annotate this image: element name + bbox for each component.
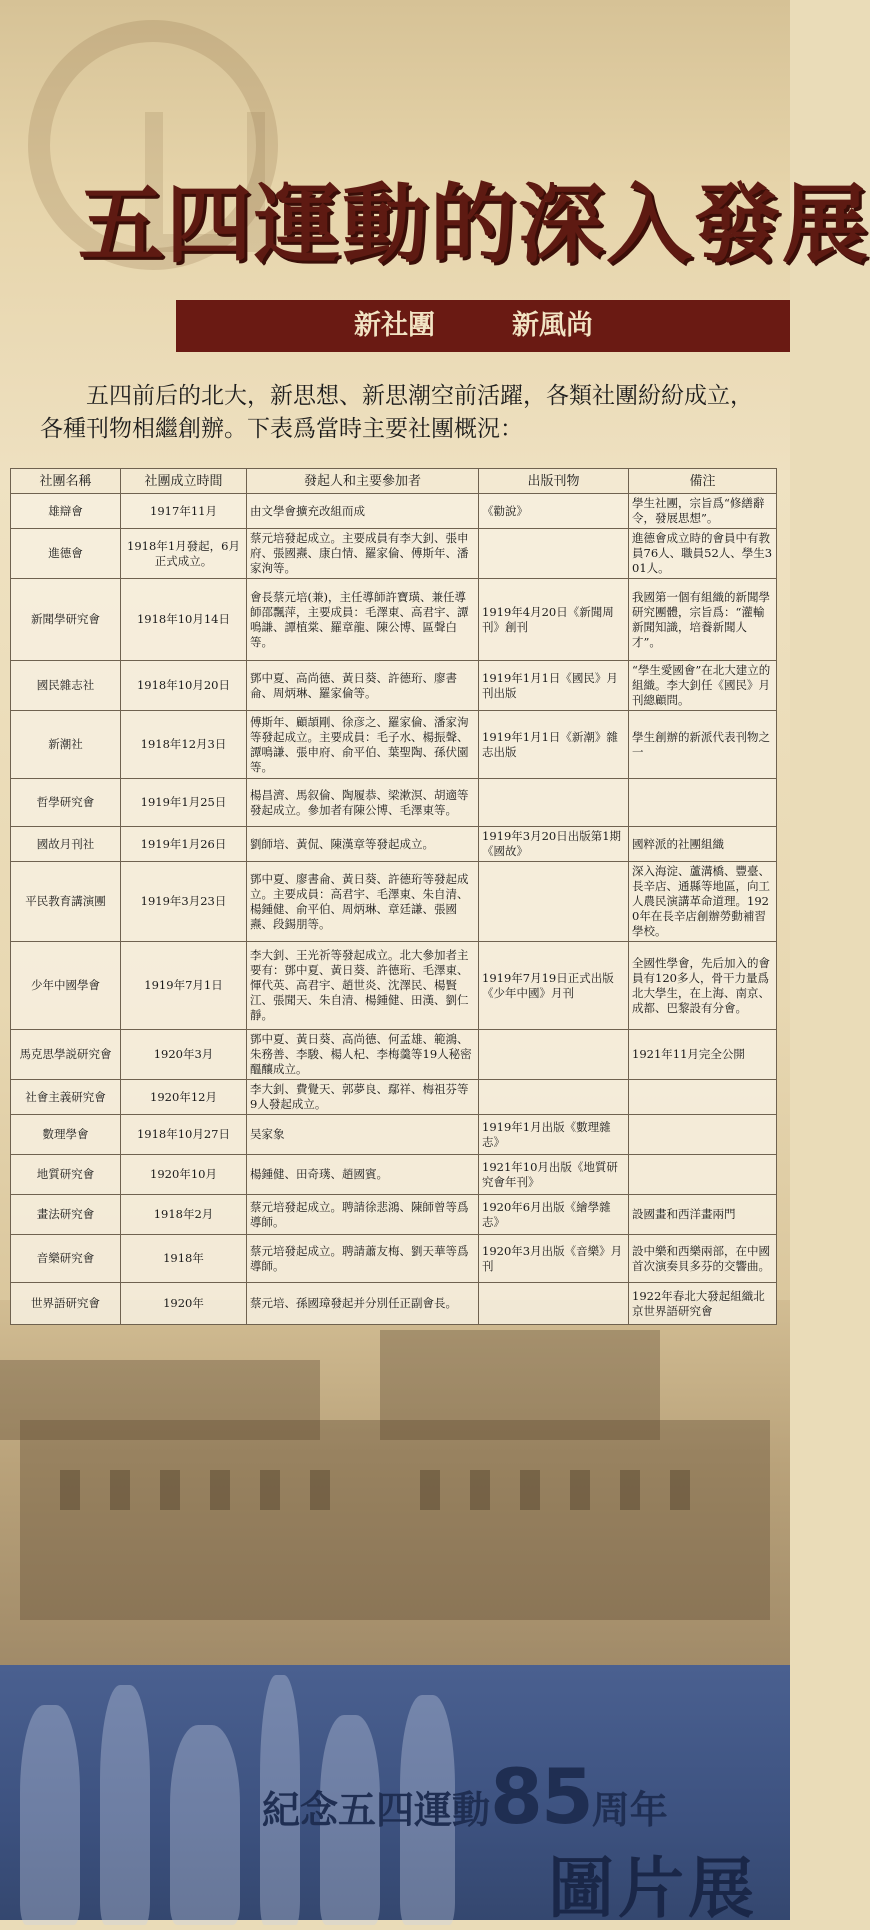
publication-cell [479,1030,629,1080]
society-name-cell: 哲學研究會 [11,779,121,827]
notes-cell: 學生創辦的新派代表刊物之一 [629,711,777,779]
table-row [11,1195,777,1235]
founding-date-cell: 1917年11月 [121,494,247,529]
founders-cell: 蔡元培發起成立。聘請蕭友梅、劉天華等爲導師。 [247,1235,479,1283]
table-row [11,1235,777,1283]
table-row [11,942,777,1030]
header-founding-date: 社團成立時間 [121,469,247,494]
notes-cell: 1922年春北大發起組織北京世界語研究會 [629,1283,777,1325]
table-row [11,827,777,862]
society-name-cell: 少年中國學會 [11,942,121,1030]
founders-cell: 鄧中夏、黃日葵、高尚德、何孟雄、範鴻、朱務善、李駿、楊人杞、李梅羹等19人秘密醞釀成立。 [247,1030,479,1080]
publication-cell: 1919年4月20日《新聞周刊》創刊 [479,579,629,661]
societies-table [10,468,777,1325]
founders-cell: 會長蔡元培(兼)，主任導師許寶璜、兼任導師邵飄萍，主要成員：毛澤東、高君宇、譚鳴謙、譚植棠、羅章龍、陳公博、區聲白等。 [247,579,479,661]
notes-cell [629,1080,777,1115]
table-row [11,779,777,827]
publication-cell [479,862,629,942]
publication-cell: 1920年6月出版《繪學雜志》 [479,1195,629,1235]
society-name-cell: 音樂研究會 [11,1235,121,1283]
founders-cell: 楊昌濟、馬叙倫、陶履恭、梁漱溟、胡適等發起成立。參加者有陳公博、毛澤東等。 [247,779,479,827]
founders-cell: 蔡元培發起成立。主要成員有李大釗、張申府、張國燾、康白情、羅家倫、傅斯年、潘家洵等。 [247,529,479,579]
commemoration-suffix: 周年 [591,1788,668,1832]
founders-cell: 由文學會擴充改組而成 [247,494,479,529]
society-name-cell: 新潮社 [11,711,121,779]
founders-cell: 鄧中夏、高尚德、黃日葵、許德珩、廖書侖、周炳琳、羅家倫等。 [247,661,479,711]
founding-date-cell: 1918年 [121,1235,247,1283]
notes-cell: 國粹派的社團組織 [629,827,777,862]
society-name-cell: 進德會 [11,529,121,579]
founders-cell: 傅斯年、顧頡剛、徐彦之、羅家倫、潘家洵等發起成立。主要成員：毛子水、楊振聲、譚鳴謙、張申府、俞平伯、葉聖陶、孫伏園等。 [247,711,479,779]
subtitle-new-trends: 新風尚 [512,310,593,341]
notes-cell: 進德會成立時的會員中有教員76人、職員52人、學生301人。 [629,529,777,579]
commemoration-number: 85 [490,1752,592,1841]
table-row [11,1030,777,1080]
society-name-cell: 雄辯會 [11,494,121,529]
subtitle-new-societies: 新社團 [354,310,435,341]
publication-cell: 1919年3月20日出版第1期《國故》 [479,827,629,862]
founding-date-cell: 1920年10月 [121,1155,247,1195]
publication-cell: 1919年7月19日正式出版《少年中國》月刊 [479,942,629,1030]
table-row [11,579,777,661]
table-row [11,1283,777,1325]
subtitle-bar [176,300,790,352]
exhibition-label: 圖片展 [548,1850,758,1927]
founding-date-cell: 1918年10月20日 [121,661,247,711]
table-row [11,1115,777,1155]
society-name-cell: 國故月刊社 [11,827,121,862]
table-row [11,862,777,942]
publication-cell: 1919年1月1日《新潮》雜志出版 [479,711,629,779]
founding-date-cell: 1920年 [121,1283,247,1325]
publication-cell: 1920年3月出版《音樂》月刊 [479,1235,629,1283]
notes-cell: 1921年11月完全公開 [629,1030,777,1080]
founders-cell: 蔡元培發起成立。聘請徐悲鴻、陳師曾等爲導師。 [247,1195,479,1235]
header-publications: 出版刊物 [479,469,629,494]
publication-cell: 1921年10月出版《地質研究會年刊》 [479,1155,629,1195]
founders-cell: 鄧中夏、廖書侖、黃日葵、許德珩等發起成立。主要成員：高君宇、毛澤東、朱自清、楊鍾健、俞平伯、周炳琳、章廷謙、張國燾、段錫朋等。 [247,862,479,942]
society-name-cell: 數理學會 [11,1115,121,1155]
founding-date-cell: 1919年1月25日 [121,779,247,827]
commemoration-title [262,1752,790,1841]
intro-paragraph: 五四前后的北大，新思想、新思潮空前活躍，各類社團紛紛成立，各種刊物相繼創辦。下表爲當時主要社團概況： [40,383,753,442]
founding-date-cell: 1919年3月23日 [121,862,247,942]
publication-cell [479,779,629,827]
society-name-cell: 國民雜志社 [11,661,121,711]
society-name-cell: 社會主義研究會 [11,1080,121,1115]
publication-cell [479,1080,629,1115]
founders-cell: 楊鍾健、田奇璓、趙國賓。 [247,1155,479,1195]
notes-cell [629,779,777,827]
publication-cell: 1919年1月出版《數理雜志》 [479,1115,629,1155]
header-founders-members: 發起人和主要參加者 [247,469,479,494]
founding-date-cell: 1920年12月 [121,1080,247,1115]
society-name-cell: 新聞學研究會 [11,579,121,661]
notes-cell: 學生社團，宗旨爲“修繕辭令，發展思想”。 [629,494,777,529]
notes-cell [629,1115,777,1155]
society-name-cell: 畫法研究會 [11,1195,121,1235]
page-title: 五四運動的深入發展 [78,174,870,275]
table-row [11,1080,777,1115]
header-society-name: 社團名稱 [11,469,121,494]
society-name-cell: 地質研究會 [11,1155,121,1195]
table-row [11,529,777,579]
table-row [11,494,777,529]
founding-date-cell: 1918年1月發起，6月正式成立。 [121,529,247,579]
notes-cell: “學生愛國會”在北大建立的組織。李大釗任《國民》月刊總顧問。 [629,661,777,711]
founding-date-cell: 1918年12月3日 [121,711,247,779]
table-body [11,494,777,1325]
notes-cell: 全國性學會，先后加入的會員有120多人，骨干力量爲北大學生，在上海、南京、成都、巴黎設有分會。 [629,942,777,1030]
founding-date-cell: 1920年3月 [121,1030,247,1080]
founding-date-cell: 1918年2月 [121,1195,247,1235]
founding-date-cell: 1919年1月26日 [121,827,247,862]
founding-date-cell: 1918年10月14日 [121,579,247,661]
publication-cell [479,529,629,579]
publication-cell: 《勸說》 [479,494,629,529]
notes-cell: 深入海淀、蘆溝橋、豐臺、長辛店、通縣等地區，向工人農民演講革命道理。1920年在長辛店創辦勞動補習學校。 [629,862,777,942]
notes-cell: 設中樂和西樂兩部，在中國首次演奏貝多芬的交響曲。 [629,1235,777,1283]
commemoration-prefix: 紀念五四運動 [262,1788,491,1832]
notes-cell: 我國第一個有組織的新聞學研究團體，宗旨爲：“灌輸新聞知識，培養新聞人才”。 [629,579,777,661]
publication-cell [479,1283,629,1325]
founders-cell: 吴家象 [247,1115,479,1155]
founders-cell: 蔡元培、孫國璋發起并分別任正副會長。 [247,1283,479,1325]
founders-cell: 李大釗、王光祈等發起成立。北大參加者主要有：鄧中夏、黃日葵、許德珩、毛澤東、惲代英、高君宇、趙世炎、沈澤民、楊賢江、張聞天、朱自清、楊鍾健、田漢、劉仁靜。 [247,942,479,1030]
founding-date-cell: 1919年7月1日 [121,942,247,1030]
building-photo-background [0,1300,790,1670]
header-notes: 備注 [629,469,777,494]
publication-cell: 1919年1月1日《國民》月刊出版 [479,661,629,711]
notes-cell: 設國畫和西洋畫兩門 [629,1195,777,1235]
founding-date-cell: 1918年10月27日 [121,1115,247,1155]
table-row [11,711,777,779]
table-row [11,661,777,711]
society-name-cell: 馬克思學説研究會 [11,1030,121,1080]
society-name-cell: 平民教育講演團 [11,862,121,942]
notes-cell [629,1155,777,1195]
society-name-cell: 世界語研究會 [11,1283,121,1325]
founders-cell: 李大釗、費覺天、郭夢良、鄢祥、梅祖芬等9人發起成立。 [247,1080,479,1115]
table-header-row [11,469,777,494]
founders-cell: 劉師培、黃侃、陳漢章等發起成立。 [247,827,479,862]
table-row [11,1155,777,1195]
